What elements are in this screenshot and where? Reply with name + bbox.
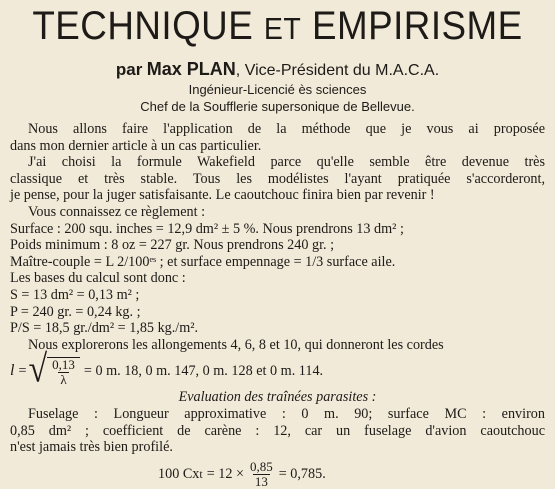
body-line: Vous connaissez ce règlement : [28, 203, 206, 220]
body-line: dans mon dernier article à un cas particulier. [10, 137, 262, 154]
chord-formula [10, 348, 545, 391]
title-part-et: ET [263, 11, 302, 46]
fraction [50, 358, 77, 387]
body-line: P/S = 18,5 gr./dm² = 1,85 kg./m². [10, 320, 199, 337]
body-line: Nous explorerons les allongements 4, 6, 8 et 10, qui donneront les cordes [28, 336, 444, 353]
fuselage-line: Fuselage : Longueur approximative : 0 m. 90; surface MC : environ [28, 405, 545, 422]
body-line: Les bases du calcul sont donc : [10, 270, 186, 287]
body-line: P = 240 gr. = 0,24 kg. ; [10, 303, 141, 320]
author-line [10, 59, 545, 81]
formula-result: = 0 m. 18, 0 m. 147, 0 m. 128 et 0 m. 114. [83, 363, 324, 380]
body-line: J'ai choisi la formule Wakefield parce qu'elle semble être devenue très [28, 154, 545, 171]
title-part-technique: TECHNIQUE [32, 4, 254, 48]
subtitle-2: Chef de la Soufflerie supersonique de Bellevue. [140, 99, 415, 114]
formula2-fraction [248, 460, 275, 489]
title-part-empirisme: EMPIRISME [311, 4, 523, 48]
article-title [31, 4, 523, 51]
formula2-denominator: 13 [254, 473, 268, 489]
radical-sign: √ [28, 348, 48, 391]
body-line: 0,85 dm² ; coefficient de carène : 12, car un fuselage d'avion caoutchouc [10, 422, 545, 439]
body-line: Nous allons faire l'application de la méthode que je vous ai proposée [28, 121, 545, 137]
formula2-multiplier: = 12 × [206, 465, 244, 482]
body-line: Poids minimum : 8 oz = 227 gr. Nous prendrons 240 gr. ; [10, 237, 335, 254]
body-line: je pense, pour la juger satisfaisante. Le caoutchouc finira bien par revenir ! [10, 187, 435, 204]
fraction-numerator: 0,13 [52, 357, 75, 373]
formula2-left: 100 Cx [158, 465, 200, 482]
formula-variable: l [10, 362, 15, 380]
body-line: S = 13 dm² = 0,13 m² ; [10, 286, 140, 303]
author-by: par [115, 60, 143, 79]
subtitle-1: Ingénieur-Licencié ès sciences [188, 82, 367, 97]
body-line: classique et très stable. Tous les modélistes l'ayant pratiquée s'accorderont, [10, 170, 545, 187]
body-line [10, 406, 545, 423]
fraction-denominator: λ [60, 372, 67, 388]
drag-formula [10, 460, 545, 489]
body-line: Surface : 200 squ. inches = 12,9 dm² ± 5 %. Nous prendrons 13 dm² ; [10, 220, 404, 237]
formula2-numerator: 0,85 [249, 458, 273, 474]
section-heading: Evaluation des traînées parasites : [178, 389, 377, 406]
body-line: n'est jamais très bien profilé. [10, 439, 173, 456]
square-root [28, 348, 79, 391]
author-role: , Vice-Président du M.A.C.A. [235, 62, 440, 79]
body-line: Maître-couple = L 2/100ᵉˢ ; et surface empennage = 1/3 surface aile. [10, 253, 396, 270]
author-name: Max PLAN [146, 59, 236, 79]
formula-equals: = [18, 363, 27, 380]
article-body [10, 121, 545, 489]
radicand [47, 357, 80, 387]
formula2-result: = 0,785. [278, 465, 326, 482]
formula2-subscript: t [199, 466, 203, 481]
